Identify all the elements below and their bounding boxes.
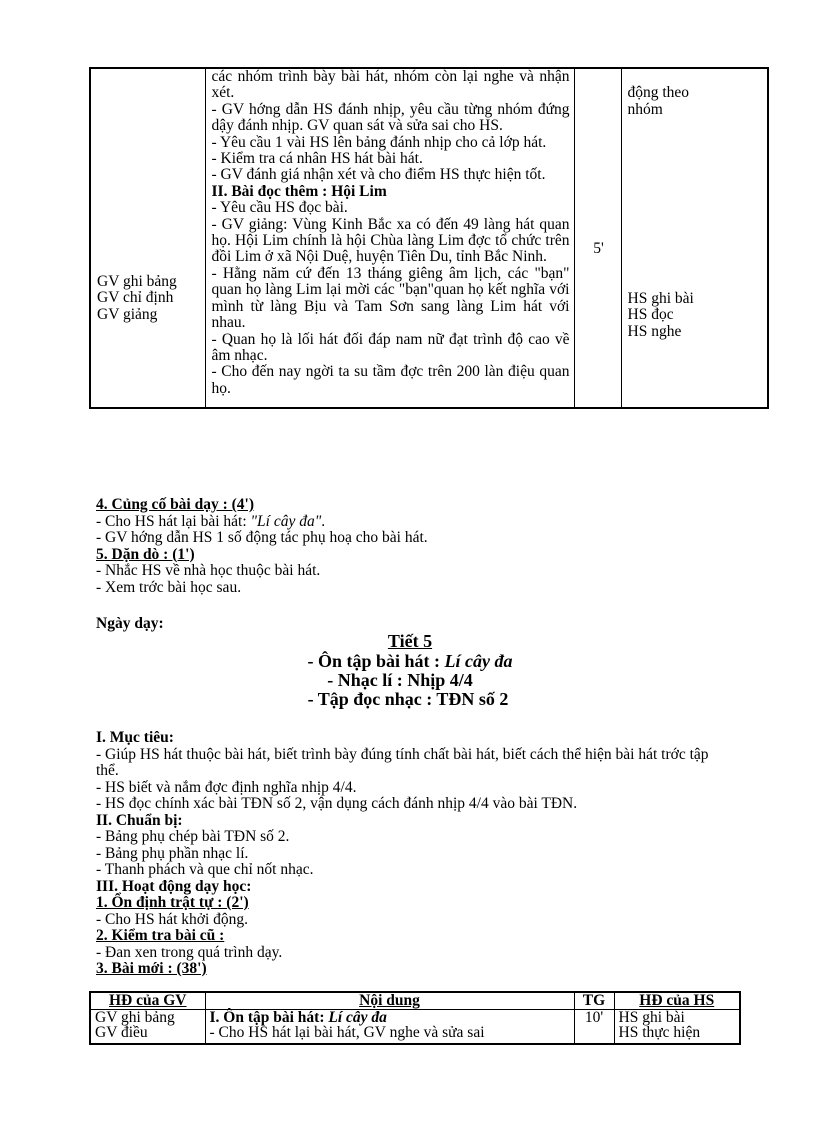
column-header: HĐ của HS bbox=[614, 992, 740, 1009]
time-value: 5' bbox=[593, 240, 604, 257]
text-line: - Cho HS hát lại bài hát: "Lí cây đa". bbox=[96, 512, 326, 530]
gv-activity-cell bbox=[90, 68, 205, 408]
content-line: - GV hớng dẫn HS đánh nhịp, yêu cầu từng nhóm đứng dậy đánh nhịp. GV quan sát và sửa sai cho HS. bbox=[211, 100, 570, 135]
lesson-title: Tiết 5 bbox=[387, 631, 433, 651]
content-cell bbox=[205, 68, 574, 408]
content-line: - GV giảng: Vùng Kinh Bắc xa có đến 49 làng hát quan họ. Hội Lim chính là hội Chùa làng Lim đợc tổ chức trên đồi Lim ở xã Nội Duệ, huyện Tiên Du, tỉnh Bắc Ninh. bbox=[211, 215, 570, 266]
section-title: II. Bài đọc thêm : Hội Lim bbox=[211, 182, 387, 200]
content-line: các nhóm trình bày bài hát, nhóm còn lại nghe và nhận xét. bbox=[211, 68, 570, 102]
hs-activity-bottom: HS ghi bài HS đọc HS nghe bbox=[627, 290, 694, 340]
gv-activity-cell: GV ghi bảng GV điều bbox=[90, 1009, 205, 1044]
table-row bbox=[90, 1009, 740, 1044]
hs-activity-top: động theo nhóm bbox=[627, 84, 690, 118]
section-heading: II. Chuẩn bị: bbox=[96, 811, 183, 829]
column-header: TG bbox=[574, 992, 614, 1009]
text-line: - Giúp HS hát thuộc bài hát, biết trình bày đúng tính chất bài hát, biết cách thể hiện bài hát trớc tập thể. bbox=[96, 745, 709, 779]
column-header: Nội dung bbox=[205, 992, 574, 1009]
lesson-table-bottom bbox=[89, 991, 741, 1045]
lesson-item: - Nhạc lí : Nhịp 4/4 bbox=[327, 670, 473, 690]
teaching-date-label: Ngày dạy: bbox=[96, 615, 164, 632]
time-cell bbox=[574, 68, 621, 408]
lesson-item: - Tập đọc nhạc : TĐN số 2 bbox=[307, 689, 509, 709]
content-line: - Hằng năm cứ đến 13 tháng giêng âm lịch, các "bạn" quan họ làng Lim lại mời các "bạn"quan họ kết nghĩa với mình từ làng Bịu và Tam Sơn sang làng Lim hát với nhau. bbox=[211, 264, 570, 332]
content-line: - Yêu cầu 1 vài HS lên bảng đánh nhịp cho cả lớp hát. bbox=[211, 133, 547, 151]
time-cell: 10' bbox=[574, 1009, 614, 1044]
text-line: - Đan xen trong quá trình dạy. bbox=[96, 943, 283, 961]
content-line: - GV đánh giá nhận xét và cho điểm HS thực hiện tốt. bbox=[211, 166, 546, 184]
text-line: - Nhắc HS về nhà học thuộc bài hát. bbox=[96, 562, 321, 579]
consolidation-section bbox=[96, 497, 428, 596]
section-heading: III. Hoạt động dạy học: bbox=[96, 877, 252, 895]
table-row bbox=[90, 68, 768, 408]
text-line: - Bảng phụ phần nhạc lí. bbox=[96, 844, 249, 862]
text-line: - HS biết và nắm đợc định nghĩa nhịp 4/4. bbox=[96, 778, 357, 796]
content-line: - Kiểm tra cá nhân HS hát bài hát. bbox=[211, 150, 423, 168]
section-heading: I. Mục tiêu: bbox=[96, 729, 174, 746]
lesson-item: - Ôn tập bài hát : Lí cây đa bbox=[307, 651, 513, 671]
hs-activity-cell bbox=[621, 68, 768, 408]
section-heading: 4. Củng cố bài dạy : (4') bbox=[96, 496, 255, 513]
objectives-section bbox=[96, 730, 716, 978]
text-line: - Thanh phách và que chỉ nốt nhạc. bbox=[96, 861, 314, 878]
gv-activity-text: GV ghi bảng GV chỉ định GV giảng bbox=[97, 272, 177, 323]
section-heading: 5. Dặn dò : (1') bbox=[96, 545, 195, 563]
content-line: - Cho đến nay ngời ta su tầm đợc trên 200 làn điệu quan họ. bbox=[211, 363, 570, 397]
hs-activity-cell: HS ghi bài HS thực hiện bbox=[614, 1009, 740, 1044]
text-line: - HS đọc chính xác bài TĐN số 2, vận dụng cách đánh nhịp 4/4 vào bài TĐN. bbox=[96, 795, 578, 812]
content-line: - Quan họ là lối hát đối đáp nam nữ đạt trình độ cao về âm nhạc. bbox=[211, 330, 570, 364]
text-line: - GV hớng dẫn HS 1 số động tác phụ hoạ cho bài hát. bbox=[96, 529, 428, 546]
content-cell bbox=[205, 1009, 574, 1044]
subsection-heading: 3. Bài mới : (38') bbox=[96, 960, 207, 977]
subsection-heading: 2. Kiểm tra bài cũ : bbox=[96, 927, 225, 944]
table-header-row bbox=[90, 992, 740, 1009]
text-line: - Cho HS hát khởi động. bbox=[96, 910, 249, 928]
content-line: - Yêu cầu HS đọc bài. bbox=[211, 199, 348, 217]
content-line: - Cho HS hát lại bài hát, GV nghe và sửa sai bbox=[209, 1024, 485, 1041]
text-line: - Xem trớc bài học sau. bbox=[96, 578, 242, 596]
column-header: HĐ của GV bbox=[90, 992, 205, 1009]
lesson-table-top bbox=[89, 67, 769, 409]
subsection-heading: 1. Ổn định trật tự : (2') bbox=[96, 894, 249, 911]
section-title: I. Ôn tập bài hát: Lí cây đa bbox=[209, 1008, 387, 1026]
text-line: - Bảng phụ chép bài TĐN số 2. bbox=[96, 828, 290, 845]
